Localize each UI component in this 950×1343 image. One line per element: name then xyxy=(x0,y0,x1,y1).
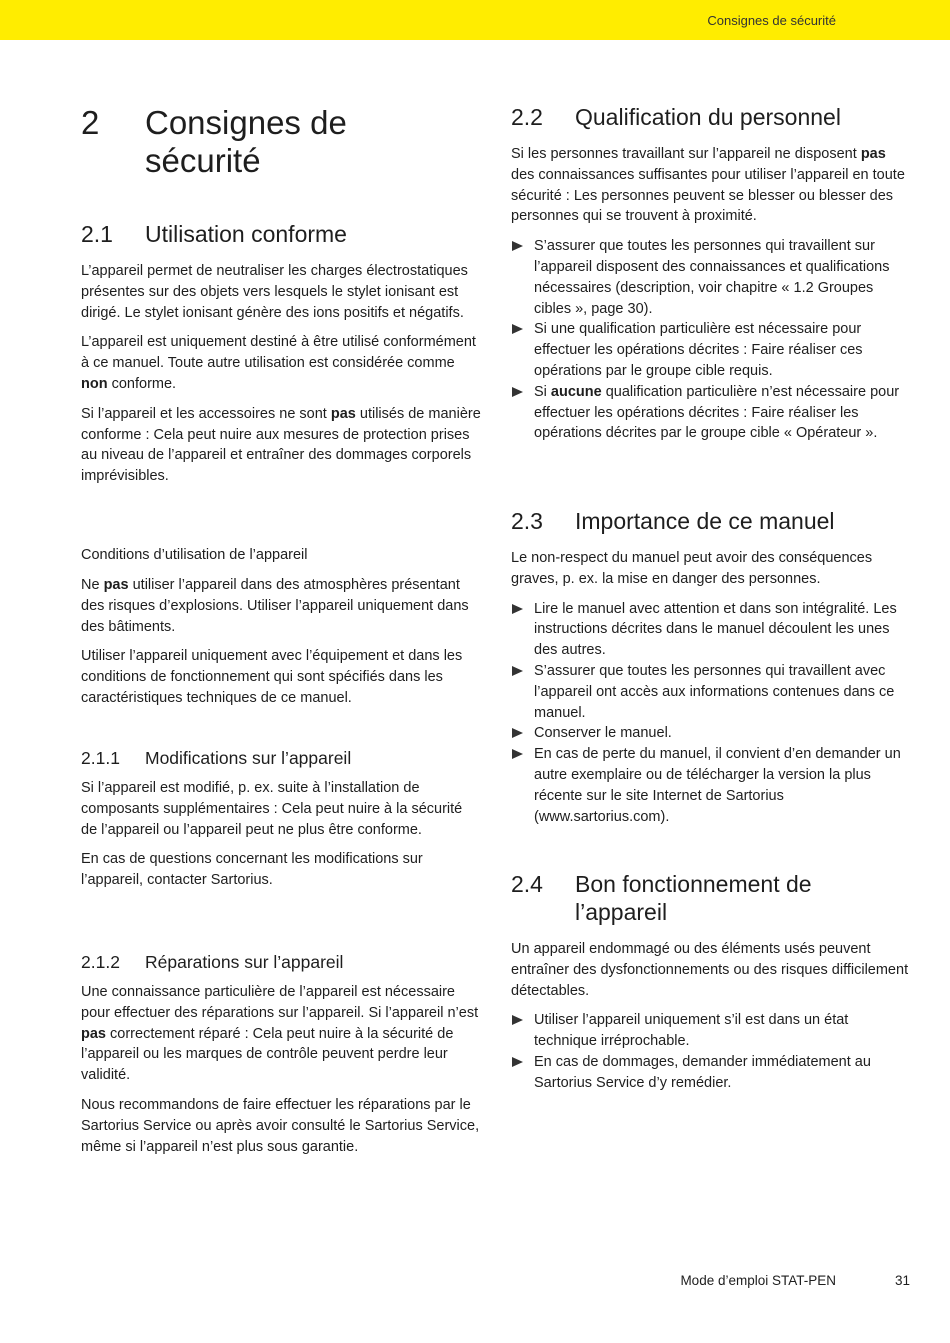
conditions-section xyxy=(81,545,481,709)
paragraph: Nous recommandons de faire effectuer les réparations par le Sartorius Service ou après avoir consulté le Sartorius Service, même si l’appareil n’est plus sous garantie. xyxy=(81,1096,480,1155)
bullet-list xyxy=(511,1010,911,1093)
section-number: 2.3 xyxy=(511,508,543,534)
paragraph: Ne pas utiliser l’appareil dans des atmosphères présentant des risques d’explosions. Utiliser l’appareil uniquement dans des bâtiments. xyxy=(81,577,469,635)
list-item: Si une qualification particulière est nécessaire pour effectuer les opérations décrites : Faire réaliser ces opérations par le groupe cible requis. xyxy=(511,319,911,381)
section-title: Modifications sur l’appareil xyxy=(145,748,352,768)
paragraph: En cas de questions concernant les modifications sur l’appareil, contacter Sartorius. xyxy=(81,851,423,889)
bullet-list xyxy=(511,236,911,444)
section-number: 2.1 xyxy=(81,221,113,247)
triangle-bullet-icon xyxy=(512,604,523,614)
list-item: Utiliser l’appareil uniquement s’il est dans un état technique irréprochable. xyxy=(511,1010,911,1052)
section-number: 2.1.2 xyxy=(81,952,120,972)
chapter-title: Consignes de sécurité xyxy=(145,104,347,179)
section-2-1-2 xyxy=(81,951,481,1157)
triangle-bullet-icon xyxy=(512,1015,523,1025)
list-item: Si aucune qualification particulière n’est nécessaire pour effectuer les opérations décrites : Faire réaliser les opérations décrites par le groupe cible « Opérateur ». xyxy=(511,382,911,444)
section-number: 2.1.1 xyxy=(81,748,120,768)
subheading: Conditions d’utilisation de l’appareil xyxy=(81,547,308,563)
list-item: En cas de dommages, demander immédiatement au Sartorius Service d’y remédier. xyxy=(511,1052,911,1094)
footer-document-title: Mode d’emploi STAT-PEN xyxy=(680,1273,836,1288)
triangle-bullet-icon xyxy=(512,387,523,397)
paragraph: Utiliser l’appareil uniquement avec l’équipement et dans les conditions de fonctionnement qui sont spécifiés dans les caractéristiques techniques de ce manuel. xyxy=(81,648,463,706)
running-header-title: Consignes de sécurité xyxy=(707,13,836,28)
paragraph: Si les personnes travaillant sur l’appareil ne disposent pas des connaissances suffisantes pour utiliser l’appareil en toute sécurité : Les personnes peuvent se blesser ou blesser des personnes qui se trouvent à proximité. xyxy=(511,146,905,225)
paragraph: Le non-respect du manuel peut avoir des conséquences graves, p. ex. la mise en danger des personnes. xyxy=(511,550,873,587)
section-2-3 xyxy=(511,507,911,827)
chapter-heading xyxy=(81,104,481,180)
list-item: Conserver le manuel. xyxy=(511,723,911,744)
triangle-bullet-icon xyxy=(512,324,523,334)
triangle-bullet-icon xyxy=(512,241,523,251)
list-item: Lire le manuel avec attention et dans son intégralité. Les instructions décrites dans le manuel découlent les unes des autres. xyxy=(511,599,911,661)
section-title: Réparations sur l’appareil xyxy=(145,952,344,972)
paragraph: L’appareil est uniquement destiné à être utilisé conformément à ce manuel. Toute autre utilisation est considérée comme non conforme. xyxy=(81,334,476,392)
section-title: Qualification du personnel xyxy=(575,104,841,130)
section-title: Importance de ce manuel xyxy=(575,508,835,534)
paragraph: L’appareil permet de neutraliser les charges électrostatiques présentes sur des objets vers lesquels le stylet ionisant est dirigé. Le stylet ionisant génère des ions positifs et négatifs. xyxy=(81,263,468,321)
section-2-2 xyxy=(511,103,911,444)
section-number: 2.4 xyxy=(511,871,543,897)
list-item: En cas de perte du manuel, il convient d’en demander un autre exemplaire ou de télécharger la version la plus récente sur le site Internet de Sartorius (www.sartorius.com). xyxy=(511,744,911,827)
paragraph: Une connaissance particulière de l’appareil est nécessaire pour effectuer des réparations sur l’appareil. Si l’appareil n’est pas correctement réparé : Cela peut nuire à la sécurité de l’appareil ou les marques de contrôle peuvent perdre leur validité. xyxy=(81,984,479,1084)
section-2-4 xyxy=(511,870,911,1094)
list-item: S’assurer que toutes les personnes qui travaillent avec l’appareil ont accès aux informations contenues dans ce manuel. xyxy=(511,661,911,723)
triangle-bullet-icon xyxy=(512,728,523,738)
page-number: 31 xyxy=(894,1273,910,1288)
paragraph: Un appareil endommagé ou des éléments usés peuvent entraîner des dysfonctionnements ou des risques difficilement détectables. xyxy=(511,941,909,999)
paragraph: Si l’appareil et les accessoires ne sont pas utilisés de manière conforme : Cela peut nuire aux mesures de protection prises au niveau de l’appareil et entraîner des dommages corporels imprévisibles. xyxy=(81,405,481,485)
section-2-1 xyxy=(81,220,481,487)
bullet-list xyxy=(511,599,911,828)
chapter-number: 2 xyxy=(81,104,100,141)
triangle-bullet-icon xyxy=(512,749,523,759)
list-item: S’assurer que toutes les personnes qui travaillent sur l’appareil disposent des connaissances et qualifications nécessaires (description, voir chapitre « 1.2 Groupes cibles », page 30). xyxy=(511,236,911,319)
triangle-bullet-icon xyxy=(512,1057,523,1067)
triangle-bullet-icon xyxy=(512,666,523,676)
paragraph: Si l’appareil est modifié, p. ex. suite à l’installation de composants supplémentaires : Cela peut nuire à la sécurité de l’appareil ou l’appareil peut ne plus être conforme. xyxy=(81,780,463,838)
section-2-1-1 xyxy=(81,747,481,891)
section-title: Bon fonctionnement de l’appareil xyxy=(575,871,812,925)
section-number: 2.2 xyxy=(511,104,543,130)
section-title: Utilisation conforme xyxy=(145,221,347,247)
